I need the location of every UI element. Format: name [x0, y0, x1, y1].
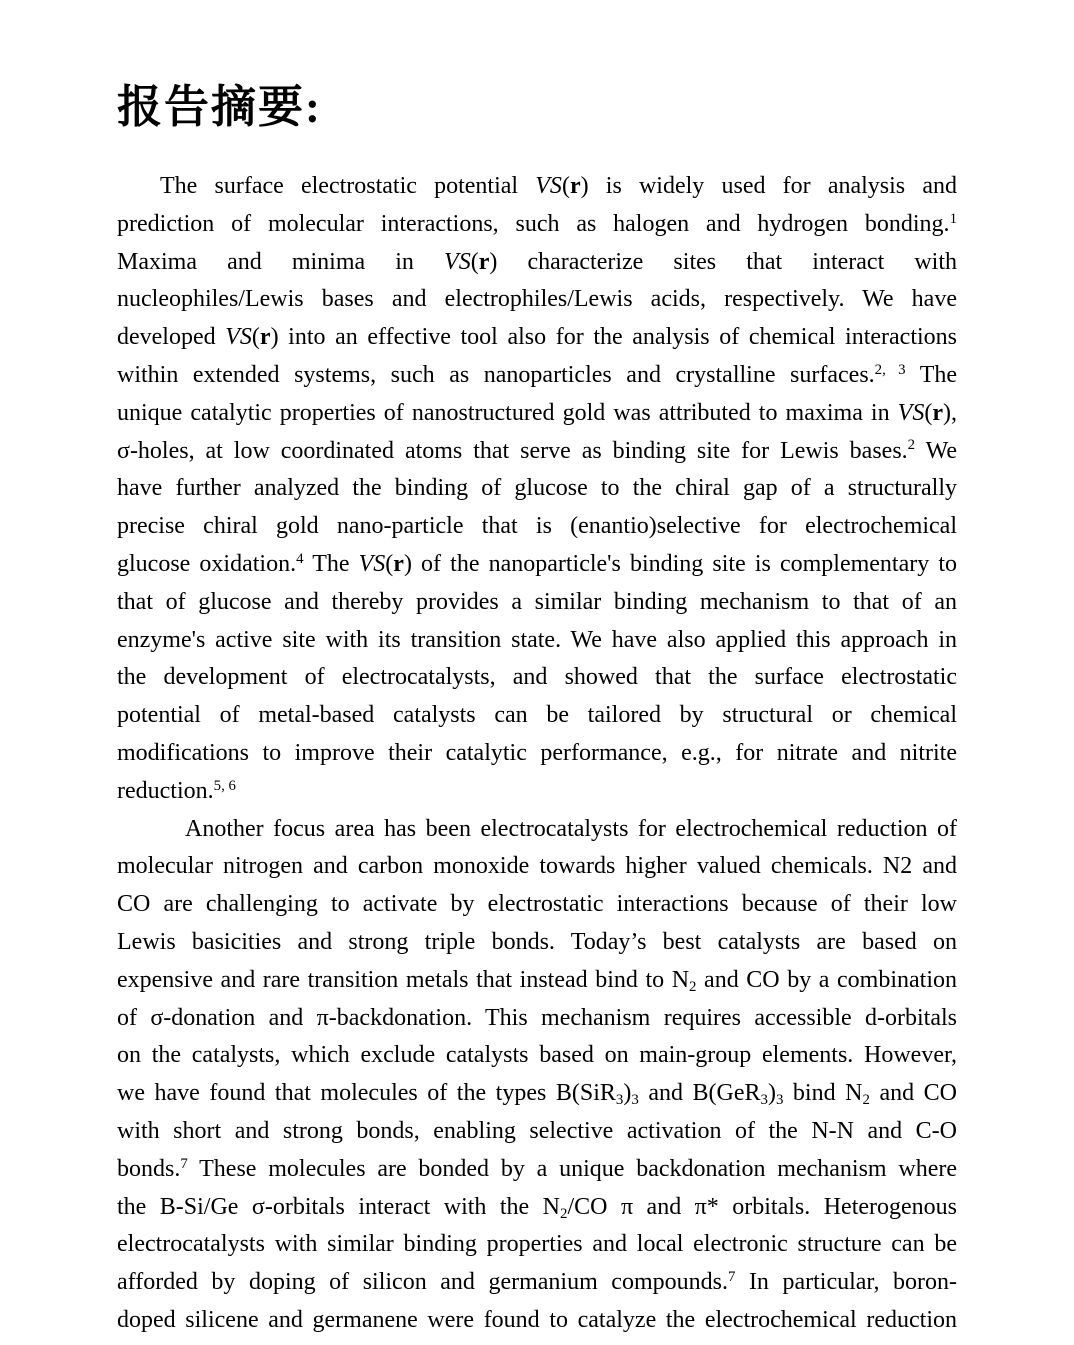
text-segment-normal: and CO by a combination: [696, 966, 957, 993]
text-line: [117, 622, 957, 660]
text-line: [117, 433, 957, 471]
text-segment-normal: ) into an effective tool also for the analysis of chemical interactions: [270, 324, 958, 351]
text-segment-sub: 3: [631, 1092, 639, 1109]
text-line: [117, 395, 957, 433]
text-segment-normal: molecular nitrogen and carbon monoxide towards higher valued chemicals. N2 and: [117, 853, 957, 880]
text-segment-normal: These molecules are bonded by a unique backdonation mechanism where: [187, 1155, 957, 1182]
text-line: [117, 1151, 957, 1189]
text-line: [117, 546, 957, 584]
text-segment-sup: 1: [949, 210, 957, 227]
text-line: [117, 1075, 957, 1113]
text-segment-normal: modifications to improve their catalytic performance, e.g., for nitrate and nitrite: [117, 739, 957, 766]
text-segment-normal: ): [767, 1080, 776, 1107]
text-line: [117, 508, 957, 546]
text-segment-normal: bind N: [783, 1080, 863, 1107]
text-line: [117, 1000, 957, 1038]
paragraph-2: [117, 811, 957, 1340]
text-line: [117, 244, 957, 282]
text-segment-normal: The: [905, 361, 958, 388]
text-segment-normal: enzyme's active site with its transition state. We have also applied this approach in: [117, 626, 957, 653]
text-line: [117, 168, 957, 206]
text-segment-bold: r: [393, 550, 404, 577]
text-segment-sub: 3: [615, 1092, 624, 1109]
text-segment-normal: within extended systems, such as nanoparticles and crystalline surfaces.: [117, 361, 875, 388]
text-segment-normal: and B(GeR: [638, 1080, 761, 1107]
text-segment-normal: prediction of molecular interactions, such as halogen and hydrogen bonding.: [117, 210, 950, 237]
text-line: [117, 1226, 957, 1264]
text-segment-normal: Maxima and minima in: [117, 248, 445, 275]
text-segment-normal: Lewis basicities and strong triple bonds. Today’s best catalysts are based on: [117, 928, 957, 955]
text-segment-normal: with short and strong bonds, enabling selective activation of the N-N and C-O: [117, 1117, 957, 1144]
text-line: [117, 848, 957, 886]
text-segment-normal: (: [385, 550, 394, 577]
text-segment-normal: The surface electrostatic potential: [160, 173, 536, 199]
text-line: [117, 773, 957, 811]
text-line: [117, 584, 957, 622]
text-segment-normal: We: [915, 437, 957, 464]
text-segment-normal: we have found that molecules of the types B(SiR: [117, 1080, 616, 1107]
text-line: [117, 1037, 957, 1075]
text-segment-normal: CO are challenging to activate by electrostatic interactions because of their low: [117, 891, 957, 918]
text-segment-sup: 5, 6: [213, 777, 236, 794]
text-segment-normal: nucleophiles/Lewis bases and electrophiles/Lewis acids, respectively. We have: [117, 286, 957, 313]
text-segment-italic: VS: [535, 173, 562, 199]
text-segment-normal: electrocatalysts with similar binding properties and local electronic structure can be: [117, 1231, 957, 1258]
text-line: [117, 1113, 957, 1151]
text-line: [117, 962, 957, 1000]
text-segment-normal: ),: [943, 399, 957, 426]
text-segment-sup: 2, 3: [874, 361, 906, 378]
text-segment-normal: σ-holes, at low coordinated atoms that serve as binding site for Lewis bases.: [117, 437, 908, 464]
text-segment-normal: ) of the nanoparticle's binding site is complementary to: [403, 550, 958, 577]
text-segment-normal: (: [561, 173, 570, 199]
text-segment-bold: r: [932, 399, 943, 426]
text-segment-normal: Another focus area has been electrocatalysts for electrochemical reduction of: [185, 815, 957, 842]
text-line: [117, 281, 957, 319]
text-segment-italic: VS: [225, 324, 252, 351]
text-segment-sup: 2: [907, 437, 916, 454]
text-line: [117, 206, 957, 244]
text-segment-normal: In particular, boron-: [735, 1269, 957, 1296]
text-line: [117, 811, 957, 849]
text-segment-normal: The: [303, 550, 359, 577]
text-segment-normal: (: [470, 248, 479, 275]
text-segment-normal: precise chiral gold nano-particle that is (enantio)selective for electrochemical: [117, 513, 957, 540]
text-segment-sup: 7: [727, 1268, 736, 1285]
text-segment-sub: 2: [689, 978, 697, 995]
text-segment-normal: (: [924, 399, 933, 426]
text-segment-normal: and CO: [869, 1080, 957, 1107]
text-segment-normal: ) characterize sites that interact with: [489, 248, 958, 275]
text-segment-normal: /CO π and π* orbitals. Heterogenous: [567, 1193, 958, 1220]
text-line: [117, 924, 957, 962]
text-segment-normal: glucose oxidation.: [117, 550, 297, 577]
text-line: [117, 659, 957, 697]
text-segment-sub: 3: [760, 1092, 768, 1109]
text-segment-sup: 4: [296, 550, 304, 567]
paragraph-1: [117, 168, 957, 811]
page-title: 报告摘要:: [117, 82, 322, 132]
text-segment-normal: the B-Si/Ge σ-orbitals interact with the N: [117, 1193, 561, 1220]
text-segment-sup: 7: [180, 1155, 188, 1172]
text-line: [117, 319, 957, 357]
text-segment-bold: r: [478, 248, 490, 275]
text-segment-normal: developed: [117, 324, 226, 351]
text-segment-normal: afforded by doping of silicon and germanium compounds.: [117, 1269, 728, 1296]
text-segment-normal: potential of metal-based catalysts can be tailored by structural or chemical: [117, 702, 957, 729]
text-segment-bold: r: [259, 324, 271, 351]
text-segment-normal: the development of electrocatalysts, and showed that the surface electrostatic: [117, 664, 957, 691]
text-segment-sub: 2: [862, 1092, 870, 1109]
text-segment-normal: reduction.: [117, 777, 214, 804]
document-body: [117, 168, 957, 1340]
text-segment-italic: VS: [444, 248, 471, 275]
text-segment-normal: have further analyzed the binding of glucose to the chiral gap of a structurally: [117, 475, 957, 502]
text-line: [117, 470, 957, 508]
text-segment-normal: doped silicene and germanene were found to catalyze the electrochemical reduction: [117, 1306, 957, 1333]
text-segment-sub: 3: [775, 1092, 784, 1109]
text-segment-normal: on the catalysts, which exclude catalysts based on main-group elements. However,: [117, 1042, 957, 1069]
text-segment-bold: r: [569, 173, 581, 199]
text-line: [117, 697, 957, 735]
text-line: [117, 735, 957, 773]
text-segment-italic: VS: [897, 399, 925, 426]
text-segment-normal: of σ-donation and π-backdonation. This mechanism requires accessible d-orbitals: [117, 1004, 957, 1031]
text-segment-normal: ) is widely used for analysis and: [580, 173, 957, 199]
text-segment-italic: VS: [358, 550, 386, 577]
text-line: [117, 1264, 957, 1302]
text-line: [117, 1302, 957, 1340]
text-line: [117, 886, 957, 924]
text-segment-sub: 2: [560, 1205, 568, 1222]
text-segment-normal: unique catalytic properties of nanostructured gold was attributed to maxima in: [117, 399, 898, 426]
text-segment-normal: ): [623, 1080, 632, 1107]
text-segment-normal: bonds.: [117, 1155, 181, 1182]
text-line: [117, 1189, 957, 1227]
text-line: [117, 357, 957, 395]
text-segment-normal: (: [251, 324, 260, 351]
text-segment-normal: expensive and rare transition metals that instead bind to N: [117, 966, 690, 993]
text-segment-normal: that of glucose and thereby provides a similar binding mechanism to that of an: [117, 588, 957, 615]
